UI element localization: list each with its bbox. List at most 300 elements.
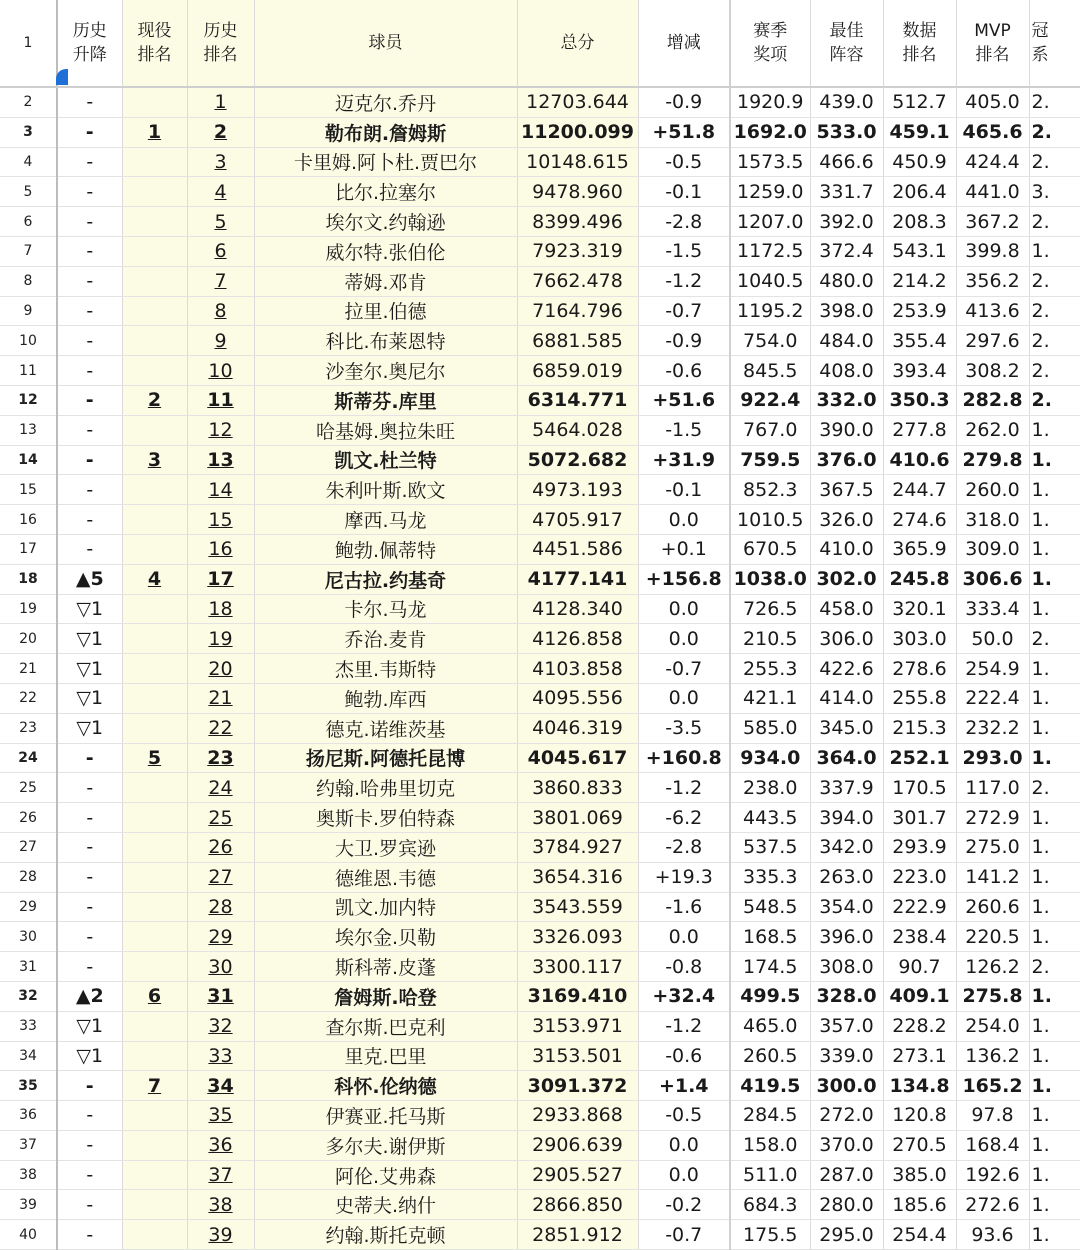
- row-number-cell[interactable]: 27: [0, 832, 57, 862]
- total-cell[interactable]: 4973.193: [517, 475, 638, 505]
- total-cell[interactable]: 4177.141: [517, 564, 638, 594]
- season-awards-cell[interactable]: 1573.5: [730, 147, 810, 177]
- row-number-cell[interactable]: 33: [0, 1011, 57, 1041]
- hist-change-cell[interactable]: -: [57, 1101, 122, 1131]
- stats-rank-cell[interactable]: 185.6: [883, 1190, 956, 1220]
- champ-cell[interactable]: 1.: [1029, 445, 1080, 475]
- current-rank-cell[interactable]: [122, 326, 187, 356]
- season-awards-cell[interactable]: 1010.5: [730, 505, 810, 535]
- hist-change-cell[interactable]: -: [57, 1190, 122, 1220]
- current-rank-cell[interactable]: [122, 236, 187, 266]
- delta-cell[interactable]: -0.7: [638, 296, 730, 326]
- total-cell[interactable]: 12703.644: [517, 87, 638, 117]
- hist-rank-cell[interactable]: 34: [187, 1071, 254, 1101]
- season-awards-cell[interactable]: 585.0: [730, 713, 810, 743]
- hist-change-cell[interactable]: ▽1: [57, 654, 122, 684]
- player-cell[interactable]: 哈基姆.奥拉朱旺: [254, 415, 517, 445]
- all-team-cell[interactable]: 332.0: [810, 385, 883, 415]
- champ-cell[interactable]: 1.: [1029, 832, 1080, 862]
- current-rank-cell[interactable]: [122, 415, 187, 445]
- season-awards-cell[interactable]: 158.0: [730, 1130, 810, 1160]
- delta-cell[interactable]: -0.8: [638, 952, 730, 982]
- total-cell[interactable]: 3654.316: [517, 862, 638, 892]
- total-cell[interactable]: 4103.858: [517, 654, 638, 684]
- row-number-cell[interactable]: 16: [0, 505, 57, 535]
- player-cell[interactable]: 尼古拉.约基奇: [254, 564, 517, 594]
- total-cell[interactable]: 4705.917: [517, 505, 638, 535]
- current-rank-cell[interactable]: [122, 952, 187, 982]
- stats-rank-cell[interactable]: 208.3: [883, 207, 956, 237]
- current-rank-cell[interactable]: [122, 1160, 187, 1190]
- hist-change-cell[interactable]: -: [57, 534, 122, 564]
- total-cell[interactable]: 8399.496: [517, 207, 638, 237]
- season-awards-cell[interactable]: 419.5: [730, 1071, 810, 1101]
- mvp-rank-cell[interactable]: 405.0: [956, 87, 1029, 117]
- stats-rank-cell[interactable]: 365.9: [883, 534, 956, 564]
- player-cell[interactable]: 史蒂夫.纳什: [254, 1190, 517, 1220]
- mvp-rank-cell[interactable]: 297.6: [956, 326, 1029, 356]
- hist-rank-cell[interactable]: 39: [187, 1220, 254, 1250]
- player-cell[interactable]: 威尔特.张伯伦: [254, 236, 517, 266]
- all-team-cell[interactable]: 533.0: [810, 117, 883, 147]
- player-cell[interactable]: 卡尔.马龙: [254, 594, 517, 624]
- mvp-rank-cell[interactable]: 254.0: [956, 1011, 1029, 1041]
- row-number-cell[interactable]: 7: [0, 236, 57, 266]
- current-rank-cell[interactable]: [122, 505, 187, 535]
- player-cell[interactable]: 詹姆斯.哈登: [254, 981, 517, 1011]
- row-number-cell[interactable]: 28: [0, 862, 57, 892]
- row-number-cell[interactable]: 36: [0, 1101, 57, 1131]
- hist-change-cell[interactable]: -: [57, 832, 122, 862]
- delta-cell[interactable]: 0.0: [638, 683, 730, 713]
- total-cell[interactable]: 4451.586: [517, 534, 638, 564]
- champ-cell[interactable]: 1.: [1029, 1160, 1080, 1190]
- mvp-rank-cell[interactable]: 333.4: [956, 594, 1029, 624]
- total-cell[interactable]: 6314.771: [517, 385, 638, 415]
- total-cell[interactable]: 4128.340: [517, 594, 638, 624]
- delta-cell[interactable]: 0.0: [638, 505, 730, 535]
- current-rank-cell[interactable]: [122, 1190, 187, 1220]
- champ-cell[interactable]: 2.: [1029, 207, 1080, 237]
- row-number-cell[interactable]: 21: [0, 654, 57, 684]
- current-rank-cell[interactable]: [122, 922, 187, 952]
- player-cell[interactable]: 乔治.麦肯: [254, 624, 517, 654]
- mvp-rank-cell[interactable]: 136.2: [956, 1041, 1029, 1071]
- season-awards-cell[interactable]: 852.3: [730, 475, 810, 505]
- delta-cell[interactable]: -2.8: [638, 207, 730, 237]
- current-rank-cell[interactable]: [122, 177, 187, 207]
- all-team-cell[interactable]: 263.0: [810, 862, 883, 892]
- all-team-cell[interactable]: 306.0: [810, 624, 883, 654]
- total-cell[interactable]: 7923.319: [517, 236, 638, 266]
- stats-rank-cell[interactable]: 301.7: [883, 803, 956, 833]
- hist-rank-cell[interactable]: 24: [187, 773, 254, 803]
- stats-rank-cell[interactable]: 459.1: [883, 117, 956, 147]
- mvp-rank-cell[interactable]: 141.2: [956, 862, 1029, 892]
- total-cell[interactable]: 4126.858: [517, 624, 638, 654]
- all-team-cell[interactable]: 372.4: [810, 236, 883, 266]
- player-cell[interactable]: 阿伦.艾弗森: [254, 1160, 517, 1190]
- stats-rank-cell[interactable]: 543.1: [883, 236, 956, 266]
- player-cell[interactable]: 扬尼斯.阿德托昆博: [254, 743, 517, 773]
- hist-rank-cell[interactable]: 28: [187, 892, 254, 922]
- stats-rank-cell[interactable]: 228.2: [883, 1011, 956, 1041]
- total-cell[interactable]: 3300.117: [517, 952, 638, 982]
- hist-change-cell[interactable]: ▲5: [57, 564, 122, 594]
- champ-cell[interactable]: 2.: [1029, 952, 1080, 982]
- stats-rank-cell[interactable]: 303.0: [883, 624, 956, 654]
- delta-cell[interactable]: +160.8: [638, 743, 730, 773]
- current-rank-cell[interactable]: [122, 773, 187, 803]
- hist-rank-cell[interactable]: 30: [187, 952, 254, 982]
- champ-cell[interactable]: 2.: [1029, 147, 1080, 177]
- delta-cell[interactable]: -2.8: [638, 832, 730, 862]
- all-team-cell[interactable]: 398.0: [810, 296, 883, 326]
- all-team-cell[interactable]: 331.7: [810, 177, 883, 207]
- row-number-cell[interactable]: 23: [0, 713, 57, 743]
- player-cell[interactable]: 约翰.哈弗里切克: [254, 773, 517, 803]
- hist-change-cell[interactable]: ▽1: [57, 624, 122, 654]
- header-season-awards[interactable]: 赛季 奖项: [730, 0, 810, 87]
- player-cell[interactable]: 奥斯卡.罗伯特森: [254, 803, 517, 833]
- stats-rank-cell[interactable]: 252.1: [883, 743, 956, 773]
- mvp-rank-cell[interactable]: 254.9: [956, 654, 1029, 684]
- player-cell[interactable]: 比尔.拉塞尔: [254, 177, 517, 207]
- total-cell[interactable]: 3543.559: [517, 892, 638, 922]
- season-awards-cell[interactable]: 548.5: [730, 892, 810, 922]
- stats-rank-cell[interactable]: 206.4: [883, 177, 956, 207]
- season-awards-cell[interactable]: 1172.5: [730, 236, 810, 266]
- hist-change-cell[interactable]: -: [57, 743, 122, 773]
- all-team-cell[interactable]: 354.0: [810, 892, 883, 922]
- champ-cell[interactable]: 1.: [1029, 1071, 1080, 1101]
- stats-rank-cell[interactable]: 245.8: [883, 564, 956, 594]
- current-rank-cell[interactable]: [122, 654, 187, 684]
- hist-rank-cell[interactable]: 8: [187, 296, 254, 326]
- mvp-rank-cell[interactable]: 232.2: [956, 713, 1029, 743]
- champ-cell[interactable]: 1.: [1029, 564, 1080, 594]
- hist-change-cell[interactable]: -: [57, 326, 122, 356]
- all-team-cell[interactable]: 439.0: [810, 87, 883, 117]
- current-rank-cell[interactable]: [122, 1130, 187, 1160]
- mvp-rank-cell[interactable]: 165.2: [956, 1071, 1029, 1101]
- hist-rank-cell[interactable]: 15: [187, 505, 254, 535]
- delta-cell[interactable]: -0.2: [638, 1190, 730, 1220]
- current-rank-cell[interactable]: [122, 624, 187, 654]
- season-awards-cell[interactable]: 754.0: [730, 326, 810, 356]
- hist-rank-cell[interactable]: 32: [187, 1011, 254, 1041]
- current-rank-cell[interactable]: [122, 803, 187, 833]
- total-cell[interactable]: 2933.868: [517, 1101, 638, 1131]
- delta-cell[interactable]: -0.5: [638, 1101, 730, 1131]
- total-cell[interactable]: 2851.912: [517, 1220, 638, 1250]
- player-cell[interactable]: 德克.诺维茨基: [254, 713, 517, 743]
- header-mvp-rank[interactable]: MVP 排名: [956, 0, 1029, 87]
- season-awards-cell[interactable]: 465.0: [730, 1011, 810, 1041]
- hist-change-cell[interactable]: -: [57, 505, 122, 535]
- stats-rank-cell[interactable]: 277.8: [883, 415, 956, 445]
- hist-rank-cell[interactable]: 29: [187, 922, 254, 952]
- mvp-rank-cell[interactable]: 126.2: [956, 952, 1029, 982]
- delta-cell[interactable]: -0.9: [638, 87, 730, 117]
- player-cell[interactable]: 杰里.韦斯特: [254, 654, 517, 684]
- all-team-cell[interactable]: 295.0: [810, 1220, 883, 1250]
- delta-cell[interactable]: +1.4: [638, 1071, 730, 1101]
- hist-rank-cell[interactable]: 27: [187, 862, 254, 892]
- hist-change-cell[interactable]: ▽1: [57, 683, 122, 713]
- row-number-cell[interactable]: 25: [0, 773, 57, 803]
- season-awards-cell[interactable]: 260.5: [730, 1041, 810, 1071]
- hist-rank-cell[interactable]: 2: [187, 117, 254, 147]
- row-number-cell[interactable]: 22: [0, 683, 57, 713]
- delta-cell[interactable]: 0.0: [638, 624, 730, 654]
- hist-rank-cell[interactable]: 26: [187, 832, 254, 862]
- hist-change-cell[interactable]: -: [57, 385, 122, 415]
- season-awards-cell[interactable]: 238.0: [730, 773, 810, 803]
- hist-rank-cell[interactable]: 9: [187, 326, 254, 356]
- total-cell[interactable]: 7164.796: [517, 296, 638, 326]
- all-team-cell[interactable]: 300.0: [810, 1071, 883, 1101]
- hist-rank-cell[interactable]: 18: [187, 594, 254, 624]
- stats-rank-cell[interactable]: 273.1: [883, 1041, 956, 1071]
- all-team-cell[interactable]: 410.0: [810, 534, 883, 564]
- season-awards-cell[interactable]: 537.5: [730, 832, 810, 862]
- mvp-rank-cell[interactable]: 282.8: [956, 385, 1029, 415]
- champ-cell[interactable]: 2.: [1029, 624, 1080, 654]
- mvp-rank-cell[interactable]: 262.0: [956, 415, 1029, 445]
- all-team-cell[interactable]: 280.0: [810, 1190, 883, 1220]
- player-cell[interactable]: 科怀.伦纳德: [254, 1071, 517, 1101]
- row-number-cell[interactable]: 20: [0, 624, 57, 654]
- mvp-rank-cell[interactable]: 222.4: [956, 683, 1029, 713]
- champ-cell[interactable]: 1.: [1029, 236, 1080, 266]
- player-cell[interactable]: 斯蒂芬.库里: [254, 385, 517, 415]
- row-number-cell[interactable]: 30: [0, 922, 57, 952]
- hist-rank-cell[interactable]: 12: [187, 415, 254, 445]
- stats-rank-cell[interactable]: 270.5: [883, 1130, 956, 1160]
- champ-cell[interactable]: 2.: [1029, 326, 1080, 356]
- hist-change-cell[interactable]: ▲2: [57, 981, 122, 1011]
- champ-cell[interactable]: 1.: [1029, 922, 1080, 952]
- hist-rank-cell[interactable]: 21: [187, 683, 254, 713]
- season-awards-cell[interactable]: 499.5: [730, 981, 810, 1011]
- hist-rank-cell[interactable]: 36: [187, 1130, 254, 1160]
- stats-rank-cell[interactable]: 393.4: [883, 356, 956, 386]
- player-cell[interactable]: 拉里.伯德: [254, 296, 517, 326]
- current-rank-cell[interactable]: [122, 594, 187, 624]
- mvp-rank-cell[interactable]: 260.0: [956, 475, 1029, 505]
- row-number-cell[interactable]: 29: [0, 892, 57, 922]
- delta-cell[interactable]: 0.0: [638, 594, 730, 624]
- mvp-rank-cell[interactable]: 424.4: [956, 147, 1029, 177]
- hist-rank-cell[interactable]: 23: [187, 743, 254, 773]
- champ-cell[interactable]: 2.: [1029, 266, 1080, 296]
- total-cell[interactable]: 6859.019: [517, 356, 638, 386]
- delta-cell[interactable]: 0.0: [638, 1160, 730, 1190]
- hist-change-cell[interactable]: ▽1: [57, 1011, 122, 1041]
- delta-cell[interactable]: +156.8: [638, 564, 730, 594]
- stats-rank-cell[interactable]: 355.4: [883, 326, 956, 356]
- mvp-rank-cell[interactable]: 97.8: [956, 1101, 1029, 1131]
- season-awards-cell[interactable]: 922.4: [730, 385, 810, 415]
- hist-rank-cell[interactable]: 6: [187, 236, 254, 266]
- total-cell[interactable]: 3784.927: [517, 832, 638, 862]
- mvp-rank-cell[interactable]: 413.6: [956, 296, 1029, 326]
- hist-rank-cell[interactable]: 10: [187, 356, 254, 386]
- row-number-cell[interactable]: 10: [0, 326, 57, 356]
- stats-rank-cell[interactable]: 238.4: [883, 922, 956, 952]
- all-team-cell[interactable]: 328.0: [810, 981, 883, 1011]
- stats-rank-cell[interactable]: 254.4: [883, 1220, 956, 1250]
- current-rank-cell[interactable]: 3: [122, 445, 187, 475]
- current-rank-cell[interactable]: 2: [122, 385, 187, 415]
- current-rank-cell[interactable]: [122, 534, 187, 564]
- champ-cell[interactable]: 1.: [1029, 1130, 1080, 1160]
- hist-change-cell[interactable]: -: [57, 475, 122, 505]
- hist-rank-cell[interactable]: 16: [187, 534, 254, 564]
- stats-rank-cell[interactable]: 222.9: [883, 892, 956, 922]
- total-cell[interactable]: 5464.028: [517, 415, 638, 445]
- champ-cell[interactable]: 1.: [1029, 1220, 1080, 1250]
- delta-cell[interactable]: -1.2: [638, 266, 730, 296]
- stats-rank-cell[interactable]: 215.3: [883, 713, 956, 743]
- season-awards-cell[interactable]: 1920.9: [730, 87, 810, 117]
- hist-rank-cell[interactable]: 3: [187, 147, 254, 177]
- all-team-cell[interactable]: 308.0: [810, 952, 883, 982]
- player-cell[interactable]: 鲍勃.佩蒂特: [254, 534, 517, 564]
- hist-rank-cell[interactable]: 1: [187, 87, 254, 117]
- header-hist-rank[interactable]: 历史 排名: [187, 0, 254, 87]
- champ-cell[interactable]: 1.: [1029, 415, 1080, 445]
- champ-cell[interactable]: 2.: [1029, 385, 1080, 415]
- mvp-rank-cell[interactable]: 272.9: [956, 803, 1029, 833]
- champ-cell[interactable]: 1.: [1029, 981, 1080, 1011]
- all-team-cell[interactable]: 342.0: [810, 832, 883, 862]
- stats-rank-cell[interactable]: 214.2: [883, 266, 956, 296]
- hist-change-cell[interactable]: -: [57, 415, 122, 445]
- total-cell[interactable]: 2866.850: [517, 1190, 638, 1220]
- mvp-rank-cell[interactable]: 318.0: [956, 505, 1029, 535]
- total-cell[interactable]: 3153.501: [517, 1041, 638, 1071]
- delta-cell[interactable]: -3.5: [638, 713, 730, 743]
- header-current-rank[interactable]: 现役 排名: [122, 0, 187, 87]
- delta-cell[interactable]: -0.6: [638, 356, 730, 386]
- all-team-cell[interactable]: 480.0: [810, 266, 883, 296]
- season-awards-cell[interactable]: 934.0: [730, 743, 810, 773]
- season-awards-cell[interactable]: 670.5: [730, 534, 810, 564]
- mvp-rank-cell[interactable]: 306.6: [956, 564, 1029, 594]
- season-awards-cell[interactable]: 511.0: [730, 1160, 810, 1190]
- current-rank-cell[interactable]: [122, 1041, 187, 1071]
- hist-change-cell[interactable]: -: [57, 1130, 122, 1160]
- season-awards-cell[interactable]: 284.5: [730, 1101, 810, 1131]
- all-team-cell[interactable]: 302.0: [810, 564, 883, 594]
- mvp-rank-cell[interactable]: 308.2: [956, 356, 1029, 386]
- player-cell[interactable]: 里克.巴里: [254, 1041, 517, 1071]
- row-number-cell[interactable]: 5: [0, 177, 57, 207]
- header-hist-change[interactable]: 历史 升降: [57, 0, 122, 87]
- total-cell[interactable]: 4095.556: [517, 683, 638, 713]
- hist-rank-cell[interactable]: 5: [187, 207, 254, 237]
- row-number-cell[interactable]: 4: [0, 147, 57, 177]
- player-cell[interactable]: 德维恩.韦德: [254, 862, 517, 892]
- current-rank-cell[interactable]: [122, 207, 187, 237]
- delta-cell[interactable]: +51.8: [638, 117, 730, 147]
- hist-rank-cell[interactable]: 17: [187, 564, 254, 594]
- hist-change-cell[interactable]: -: [57, 266, 122, 296]
- stats-rank-cell[interactable]: 274.6: [883, 505, 956, 535]
- champ-cell[interactable]: 1.: [1029, 654, 1080, 684]
- total-cell[interactable]: 11200.099: [517, 117, 638, 147]
- stats-rank-cell[interactable]: 450.9: [883, 147, 956, 177]
- row-number-cell[interactable]: 19: [0, 594, 57, 624]
- season-awards-cell[interactable]: 443.5: [730, 803, 810, 833]
- season-awards-cell[interactable]: 174.5: [730, 952, 810, 982]
- delta-cell[interactable]: -0.1: [638, 177, 730, 207]
- hist-rank-cell[interactable]: 4: [187, 177, 254, 207]
- total-cell[interactable]: 3091.372: [517, 1071, 638, 1101]
- champ-cell[interactable]: 2.: [1029, 117, 1080, 147]
- delta-cell[interactable]: -0.1: [638, 475, 730, 505]
- mvp-rank-cell[interactable]: 367.2: [956, 207, 1029, 237]
- row-number-cell[interactable]: 24: [0, 743, 57, 773]
- current-rank-cell[interactable]: 1: [122, 117, 187, 147]
- champ-cell[interactable]: 2.: [1029, 773, 1080, 803]
- hist-rank-cell[interactable]: 7: [187, 266, 254, 296]
- season-awards-cell[interactable]: 335.3: [730, 862, 810, 892]
- stats-rank-cell[interactable]: 223.0: [883, 862, 956, 892]
- stats-rank-cell[interactable]: 90.7: [883, 952, 956, 982]
- season-awards-cell[interactable]: 1195.2: [730, 296, 810, 326]
- current-rank-cell[interactable]: [122, 87, 187, 117]
- hist-rank-cell[interactable]: 13: [187, 445, 254, 475]
- header-stats-rank[interactable]: 数据 排名: [883, 0, 956, 87]
- stats-rank-cell[interactable]: 255.8: [883, 683, 956, 713]
- total-cell[interactable]: 3153.971: [517, 1011, 638, 1041]
- row-number-cell[interactable]: 8: [0, 266, 57, 296]
- all-team-cell[interactable]: 390.0: [810, 415, 883, 445]
- player-cell[interactable]: 鲍勃.库西: [254, 683, 517, 713]
- current-rank-cell[interactable]: [122, 296, 187, 326]
- all-team-cell[interactable]: 364.0: [810, 743, 883, 773]
- hist-rank-cell[interactable]: 11: [187, 385, 254, 415]
- delta-cell[interactable]: -6.2: [638, 803, 730, 833]
- all-team-cell[interactable]: 357.0: [810, 1011, 883, 1041]
- stats-rank-cell[interactable]: 293.9: [883, 832, 956, 862]
- mvp-rank-cell[interactable]: 93.6: [956, 1220, 1029, 1250]
- player-cell[interactable]: 沙奎尔.奥尼尔: [254, 356, 517, 386]
- hist-change-cell[interactable]: -: [57, 1160, 122, 1190]
- total-cell[interactable]: 10148.615: [517, 147, 638, 177]
- stats-rank-cell[interactable]: 320.1: [883, 594, 956, 624]
- total-cell[interactable]: 3326.093: [517, 922, 638, 952]
- all-team-cell[interactable]: 396.0: [810, 922, 883, 952]
- champ-cell[interactable]: 1.: [1029, 683, 1080, 713]
- delta-cell[interactable]: +19.3: [638, 862, 730, 892]
- delta-cell[interactable]: -1.5: [638, 415, 730, 445]
- champ-cell[interactable]: 1.: [1029, 803, 1080, 833]
- champ-cell[interactable]: 1.: [1029, 713, 1080, 743]
- champ-cell[interactable]: 1.: [1029, 1190, 1080, 1220]
- all-team-cell[interactable]: 414.0: [810, 683, 883, 713]
- row-number-cell[interactable]: 17: [0, 534, 57, 564]
- hist-rank-cell[interactable]: 37: [187, 1160, 254, 1190]
- stats-rank-cell[interactable]: 244.7: [883, 475, 956, 505]
- delta-cell[interactable]: -0.6: [638, 1041, 730, 1071]
- hist-change-cell[interactable]: -: [57, 773, 122, 803]
- mvp-rank-cell[interactable]: 441.0: [956, 177, 1029, 207]
- current-rank-cell[interactable]: [122, 1011, 187, 1041]
